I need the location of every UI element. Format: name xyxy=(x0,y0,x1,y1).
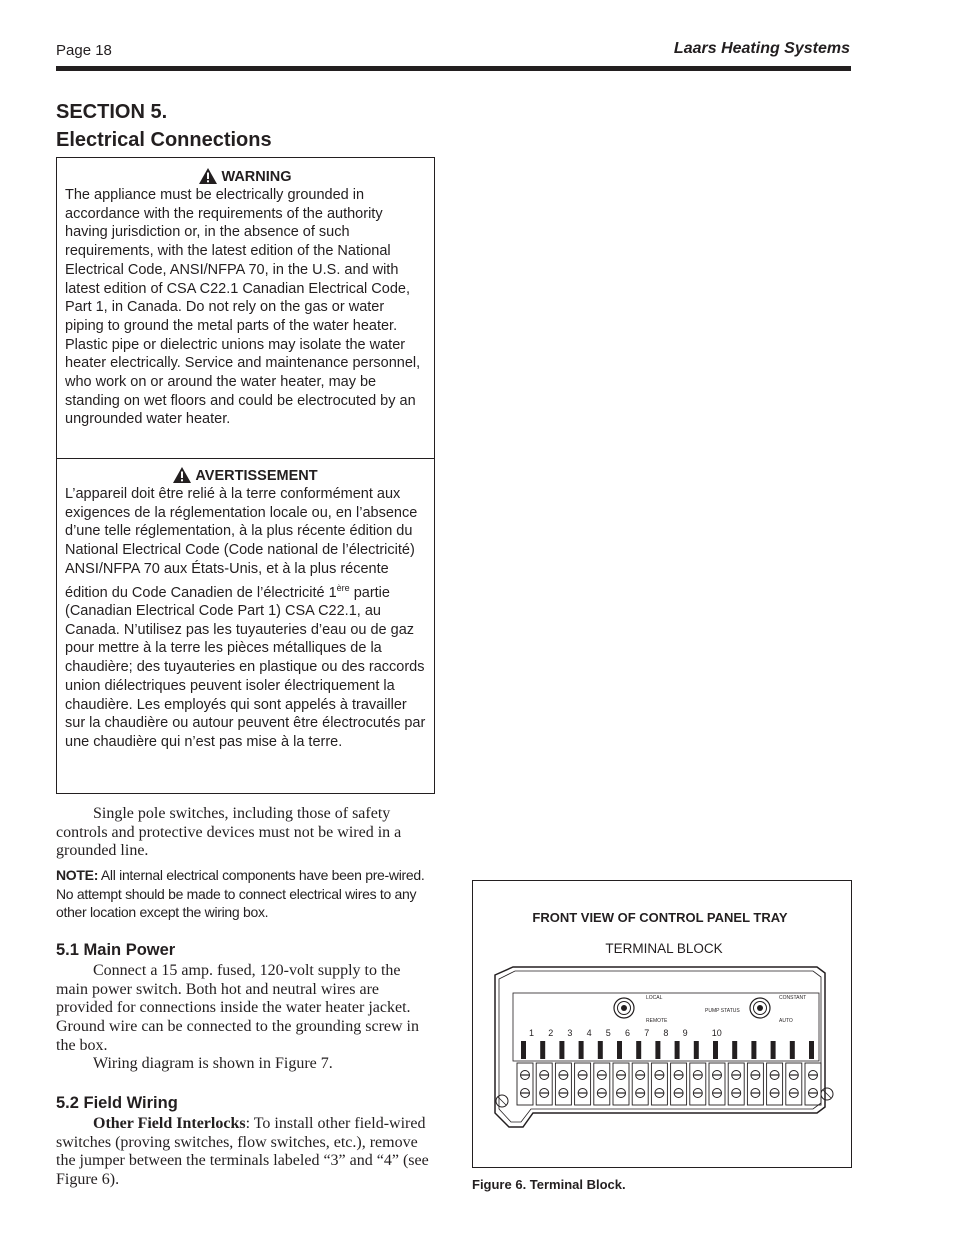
avertissement-heading-text: AVERTISSEMENT xyxy=(195,468,318,484)
terminal xyxy=(671,1041,687,1105)
header-rule xyxy=(56,66,851,71)
brand-name: Laars Heating Systems xyxy=(673,40,850,57)
avertissement-superscript: ère xyxy=(336,582,350,593)
warning-triangle-icon xyxy=(199,168,217,184)
note-text: All internal electrical components have been pre-wired. No attempt should be made to connect electrical wires to any other location except the wiring box. xyxy=(56,867,425,921)
terminal xyxy=(805,1041,821,1105)
figure-title: FRONT VIEW OF CONTROL PANEL TRAY xyxy=(532,910,788,925)
field-wiring-heading: 5.2 Field Wiring xyxy=(56,1094,178,1112)
field-interlocks-text: : To install other field-wired switches (proving switches, flow switches, etc.), remove the jumper between the terminals labeled “3” and “4” (see Figure 6). xyxy=(56,1115,429,1189)
label-remote: REMOTE xyxy=(646,1018,668,1024)
terminal xyxy=(651,1041,667,1105)
terminal xyxy=(517,1041,533,1105)
terminal-number: 2 xyxy=(548,1028,554,1038)
terminal-block-drawing xyxy=(473,881,851,1167)
terminal xyxy=(767,1041,783,1105)
terminal-block-figure xyxy=(472,880,852,1168)
terminal xyxy=(690,1041,706,1105)
terminal-number: 1 xyxy=(529,1028,535,1038)
terminal xyxy=(555,1041,571,1105)
terminal-number: 3 xyxy=(567,1028,573,1038)
note-paragraph xyxy=(56,866,436,922)
terminal-numbers xyxy=(529,1028,722,1038)
terminal xyxy=(747,1041,763,1105)
warning-text: The appliance must be electrically grounded in accordance with the requirements of the authority having jurisdiction or, in the absence of such requirements, with the latest edition of the National Electrical Code, ANSI/NFPA 70, in the U.S. and with latest edition of CSA C22.1 Canadian Electrical Code, Part 1, in Canada. Do not rely on the gas or water piping to ground the metal parts of the water heater. Plastic pipe or dielectric unions may isolate the water heater electrically. Service and maintenance personnel, who work on or around the water heater, may be standing on wet floors and could be electrocuted by an ungrounded water heater. xyxy=(65,187,421,428)
left-mounting-screw xyxy=(496,1095,508,1107)
field-interlocks-label: Other Field Interlocks xyxy=(93,1115,246,1132)
wiring-diagram-paragraph: Wiring diagram is shown in Figure 7. xyxy=(93,1055,333,1072)
avertissement-text-b: partie (Canadian Electrical Code Part 1) CSA C22.1, au Canada. N’utilisez pas les tuyauteries d’eau ou de gaz pour mettre à la terre les pièces métalliques de la chaudière; des tuyauteries en plastique ou des raccords union diélectriques peuvent isoler électriquement la chaudière. Les employés qui sont appelés à travailler sur la chaudière ou autour peuvent être électrocutés par une chaudière qui n’est pas mise à la terre. xyxy=(65,584,426,750)
terminal xyxy=(613,1041,629,1105)
terminal-number: 10 xyxy=(711,1028,722,1038)
terminal-number: 4 xyxy=(586,1028,592,1038)
avertissement-box xyxy=(56,457,435,794)
main-power-paragraph: Connect a 15 amp. fused, 120-volt supply to the main power switch. Both hot and neutral wires are provided for connections inside the water heater jacket. Ground wire can be connected to the grounding screw in the box. xyxy=(56,962,419,1054)
label-auto: AUTO xyxy=(779,1018,793,1024)
warning-heading-text: WARNING xyxy=(221,169,292,185)
avertissement-heading xyxy=(57,467,434,485)
section-heading xyxy=(56,98,272,154)
terminal-number: 8 xyxy=(663,1028,669,1038)
terminal-strip xyxy=(517,1041,821,1105)
terminal-number: 5 xyxy=(605,1028,611,1038)
terminal xyxy=(632,1041,648,1105)
main-power-heading: 5.1 Main Power xyxy=(56,941,176,959)
terminal xyxy=(575,1041,591,1105)
right-mounting-screw xyxy=(821,1088,833,1100)
section-title: Electrical Connections xyxy=(56,129,272,151)
label-local: LOCAL xyxy=(646,995,663,1001)
field-wiring-paragraph xyxy=(56,1115,436,1190)
pump-status-knob xyxy=(750,998,770,1018)
page-number: Page 18 xyxy=(56,42,112,59)
figure-caption: Figure 6. Terminal Block. xyxy=(472,1177,626,1192)
terminal-number: 9 xyxy=(682,1028,688,1038)
label-pump-status: PUMP STATUS xyxy=(705,1008,740,1014)
terminal xyxy=(709,1041,725,1105)
warning-box xyxy=(56,157,435,459)
terminal-number: 6 xyxy=(625,1028,631,1038)
local-remote-knob xyxy=(614,998,634,1018)
terminal xyxy=(594,1041,610,1105)
figure-subtitle: TERMINAL BLOCK xyxy=(605,941,723,956)
note-label: NOTE: xyxy=(56,867,99,883)
terminal xyxy=(786,1041,802,1105)
single-pole-paragraph: Single pole switches, including those of safety controls and protective devices must not be wired in a grounded line. xyxy=(56,805,402,860)
warning-triangle-icon xyxy=(173,467,191,483)
terminal-number: 7 xyxy=(644,1028,650,1038)
label-constant: CONSTANT xyxy=(779,995,807,1001)
warning-heading xyxy=(57,168,434,186)
terminal xyxy=(536,1041,552,1105)
terminal xyxy=(728,1041,744,1105)
avertissement-text xyxy=(65,485,426,752)
section-number: SECTION 5. xyxy=(56,101,168,123)
avertissement-text-a: L’appareil doit être relié à la terre conformément aux exigences de la réglementation locale ou, en l’absence d’une telle réglementation, à la plus récente édition du National Electrical Code (Code national de l’électricité) ANSI/NFPA 70 aux États-Unis, et à la plus récente édition du Code Canadien de l’électricité 1 xyxy=(65,486,418,601)
